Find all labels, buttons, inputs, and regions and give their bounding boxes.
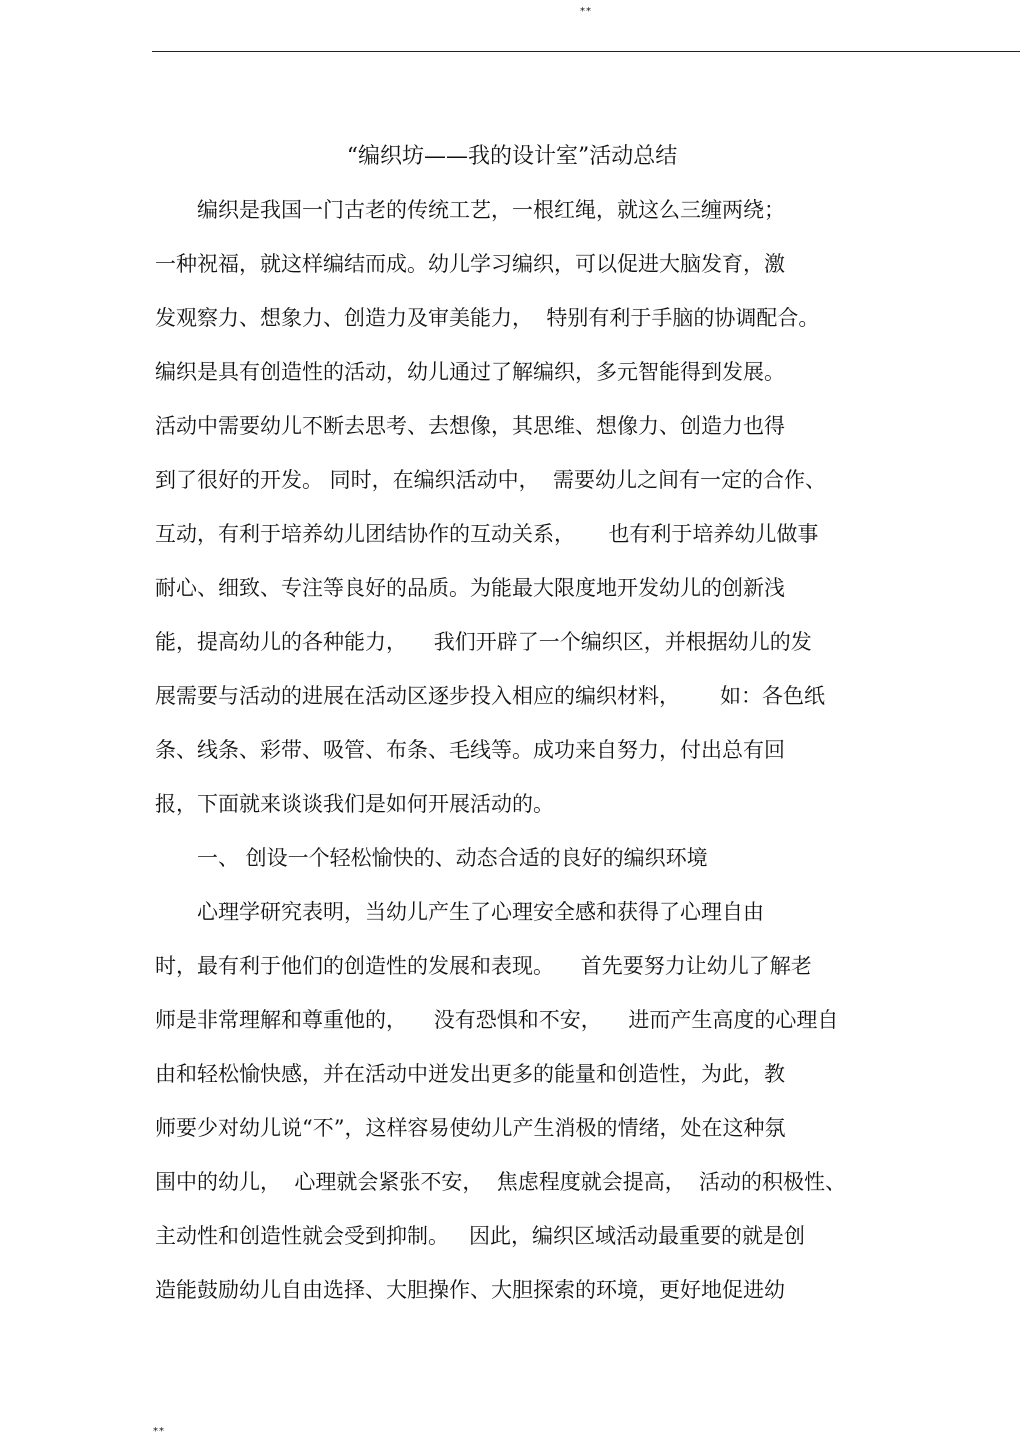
header-rule: [152, 51, 1020, 52]
body-line: 耐心、细致、专注等良好的品质。为能最大限度地开发幼儿的创新浅: [155, 576, 785, 600]
body-line: 报，下面就来谈谈我们是如何开展活动的。: [155, 792, 554, 816]
body-line: 造能鼓励幼儿自由选择、大胆操作、大胆探索的环境，更好地促进幼: [155, 1278, 785, 1302]
body-line: 由和轻松愉快感，并在活动中迸发出更多的能量和创造性，为此，教: [155, 1062, 785, 1086]
body-line: 编织是具有创造性的活动，幼儿通过了解编织，多元智能得到发展。: [155, 360, 785, 384]
document-title: “编织坊——我的设计室”活动总结: [346, 144, 678, 169]
footer-mark: **: [153, 1426, 165, 1437]
body-line: 师要少对幼儿说“不”，这样容易使幼儿产生消极的情绪，处在这种氛: [155, 1116, 786, 1140]
body-line: 主动性和创造性就会受到抑制。 因此，编织区域活动最重要的就是创: [155, 1224, 806, 1248]
body-line: 时，最有利于他们的创造性的发展和表现。 首先要努力让幼儿了解老: [155, 954, 812, 978]
section-heading: 一、 创设一个轻松愉快的、动态合适的良好的编织环境: [155, 846, 708, 870]
header-mark: **: [580, 6, 592, 17]
body-line: 能，提高幼儿的各种能力， 我们开辟了一个编织区，并根据幼儿的发: [155, 630, 812, 654]
body-line: 到了很好的开发。 同时，在编织活动中， 需要幼儿之间有一定的合作、: [155, 468, 827, 492]
body-line: 心理学研究表明，当幼儿产生了心理安全感和获得了心理自由: [155, 900, 764, 924]
body-line: 围中的幼儿， 心理就会紧张不安， 焦虑程度就会提高， 活动的积极性、: [155, 1170, 847, 1194]
body-line: 条、线条、彩带、吸管、布条、毛线等。成功来自努力，付出总有回: [155, 738, 785, 762]
body-line: 一种祝福，就这样编结而成。幼儿学习编织，可以促进大脑发育，激: [155, 252, 785, 276]
body-line: 发观察力、想象力、创造力及审美能力， 特别有利于手脑的协调配合。: [155, 306, 820, 330]
body-line: 展需要与活动的进展在活动区逐步投入相应的编织材料， 如：各色纸: [155, 684, 826, 708]
body-line: 互动，有利于培养幼儿团结协作的互动关系， 也有利于培养幼儿做事: [155, 522, 819, 546]
body-line: 师是非常理解和尊重他的， 没有恐惧和不安， 进而产生高度的心理自: [155, 1008, 839, 1032]
body-line: 活动中需要幼儿不断去思考、去想像，其思维、想像力、创造力也得: [155, 414, 785, 438]
body-line: 编织是我国一门古老的传统工艺，一根红绳，就这么三缠两绕；: [155, 198, 785, 222]
